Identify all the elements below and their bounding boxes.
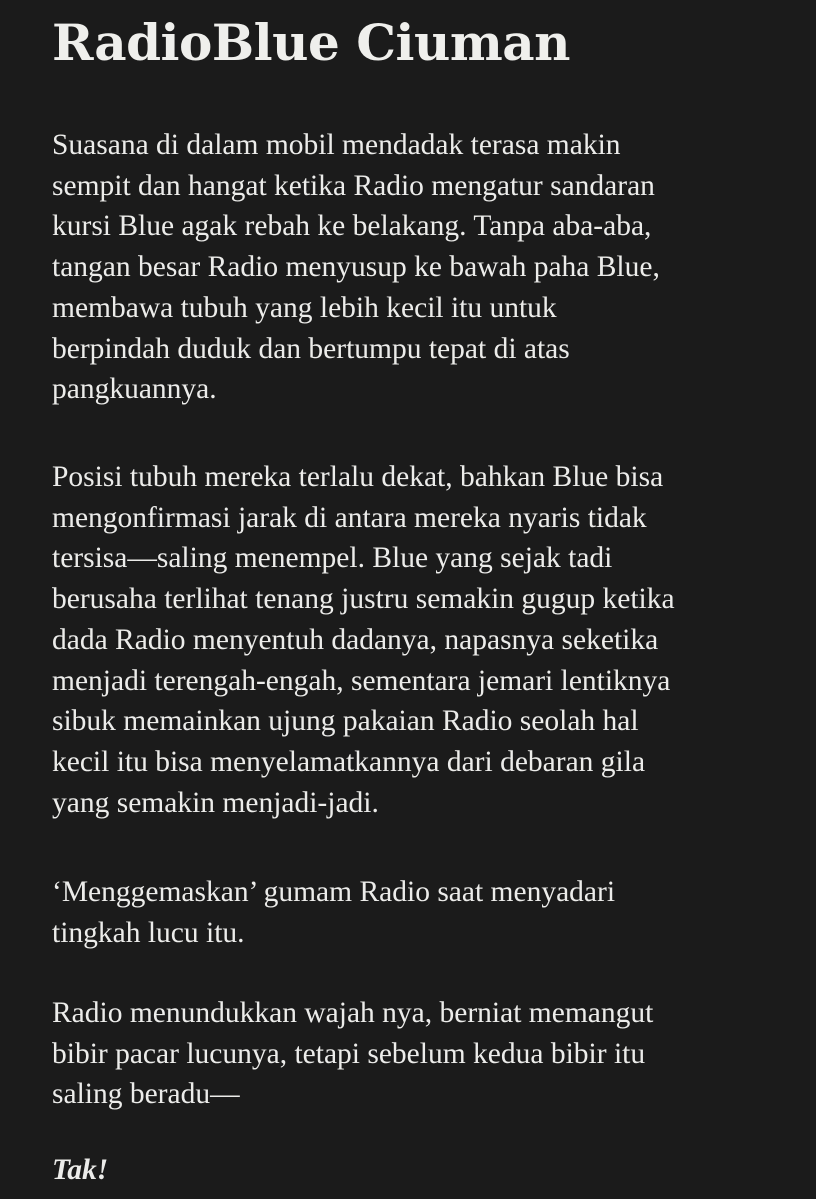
text-line: mengonfirmasi jarak di antara mereka nyaris tidak bbox=[52, 501, 647, 534]
paragraph bbox=[52, 125, 660, 410]
text-line: Radio menundukkan wajah nya, berniat memangut bbox=[52, 997, 654, 1029]
paragraph bbox=[52, 457, 675, 823]
text-line: sibuk memainkan ujung pakaian Radio seolah hal bbox=[52, 705, 639, 738]
text-line: pangkuannya. bbox=[52, 373, 217, 406]
text-line: yang semakin menjadi-jadi. bbox=[52, 786, 379, 819]
text-line: tangan besar Radio menyusup ke bawah paha Blue, bbox=[52, 251, 660, 284]
text-line: menjadi terengah-engah, sementara jemari lentiknya bbox=[52, 664, 671, 697]
text-line: tersisa—saling menempel. Blue yang sejak tadi bbox=[52, 542, 613, 575]
text-line: berusaha terlihat tenang justru semakin gugup ketika bbox=[52, 583, 675, 616]
text-line: kecil itu bisa menyelamatkannya dari debaran gila bbox=[52, 745, 646, 778]
paragraph-emphasis bbox=[52, 1150, 108, 1191]
text-line: sempit dan hangat ketika Radio mengatur sandaran bbox=[52, 169, 655, 202]
paragraph bbox=[52, 872, 615, 953]
text-line: membawa tubuh yang lebih kecil itu untuk bbox=[52, 291, 557, 324]
paragraph bbox=[52, 993, 653, 1115]
text-line: Posisi tubuh mereka terlalu dekat, bahkan Blue bisa bbox=[52, 461, 664, 493]
text-line: kursi Blue agak rebah ke belakang. Tanpa aba-aba, bbox=[52, 210, 652, 243]
text-line: berpindah duduk dan bertumpu tepat di atas bbox=[52, 332, 570, 365]
text-line: ‘Menggemaskan’ gumam Radio saat menyadari bbox=[52, 876, 616, 908]
text-line: saling beradu— bbox=[52, 1078, 240, 1111]
article-title: RadioBlue Ciuman bbox=[52, 13, 571, 72]
text-line: bibir pacar lucunya, tetapi sebelum kedua bibir itu bbox=[52, 1037, 646, 1070]
text-line: Tak! bbox=[52, 1154, 109, 1186]
text-line: tingkah lucu itu. bbox=[52, 916, 245, 949]
text-line: dada Radio menyentuh dadanya, napasnya seketika bbox=[52, 623, 659, 656]
text-line: Suasana di dalam mobil mendadak terasa makin bbox=[52, 129, 621, 161]
article bbox=[52, 0, 782, 1186]
